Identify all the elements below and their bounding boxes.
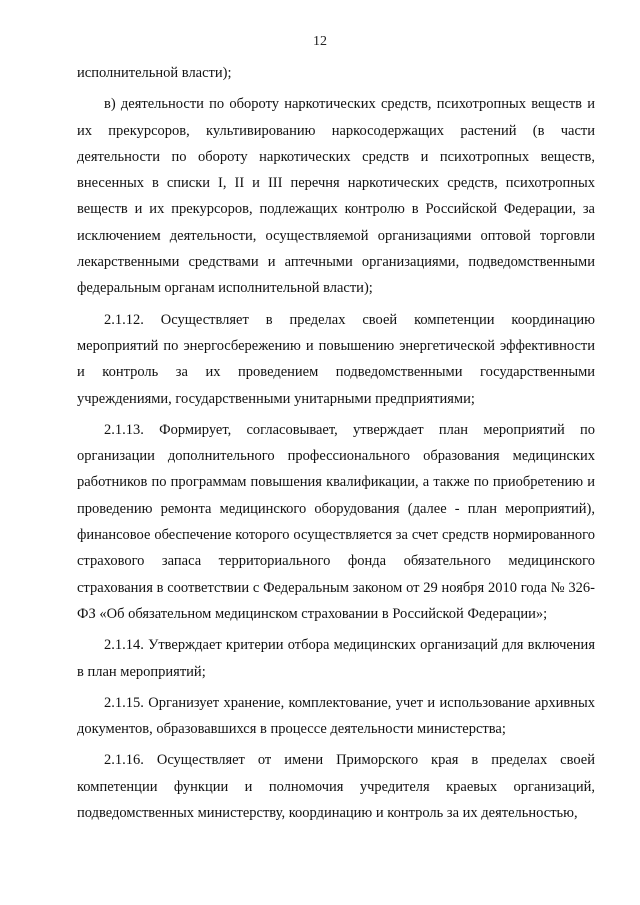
paragraph-2-1-16: 2.1.16. Осуществляет от имени Приморского края в пределах своей компетенции функции и полномочия учредителя краевых организаций, подведомственных министерству, координацию и контроль за их деятельностью, (77, 752, 595, 822)
document-body (77, 60, 595, 826)
paragraph-continuation: исполнительной власти); (77, 65, 232, 81)
paragraph-item-v: в) деятельности по обороту наркотических средств, психотропных веществ и их прекурсоров, культивированию наркосодержащих растений (в части деятельности по обороту наркотических средств и психотропных веществ, внесенных в списки I, II и III перечня наркотических средств, психотропных веществ и их прекурсоров, подлежащих контролю в Российской Федерации, за исключением деятельности, осуществляемой организациями оптовой торговли лекарственными средствами и аптечными организациями, подведомственными федеральным органам исполнительной власти); (77, 96, 595, 297)
paragraph-2-1-15: 2.1.15. Организует хранение, комплектование, учет и использование архивных документов, образовавшихся в процессе деятельности министерства; (77, 694, 595, 738)
paragraph-2-1-13: 2.1.13. Формирует, согласовывает, утверждает план мероприятий по организации дополнительного профессионального образования медицинских работников по программам повышения квалификации, а также по приобретению и проведению ремонта медицинского оборудования (далее - план мероприятий), финансовое обеспечение которого осуществляется за счет средств нормированного страхового запаса территориального фонда обязательного медицинского страхования в соответствии с Федеральным законом от 29 ноября 2010 года № 326-ФЗ «Об обязательном медицинском страховании в Российской Федерации»; (77, 421, 595, 622)
page-number: 12 (313, 34, 327, 49)
paragraph-2-1-14: 2.1.14. Утверждает критерии отбора медицинских организаций для включения в план мероприятий; (77, 637, 595, 680)
paragraph-2-1-12: 2.1.12. Осуществляет в пределах своей компетенции координацию мероприятий по энергосбережению и повышению энергетической эффективности и контроль за их проведением подведомственными государственными учреждениями, государственными унитарными предприятиями; (77, 311, 595, 407)
